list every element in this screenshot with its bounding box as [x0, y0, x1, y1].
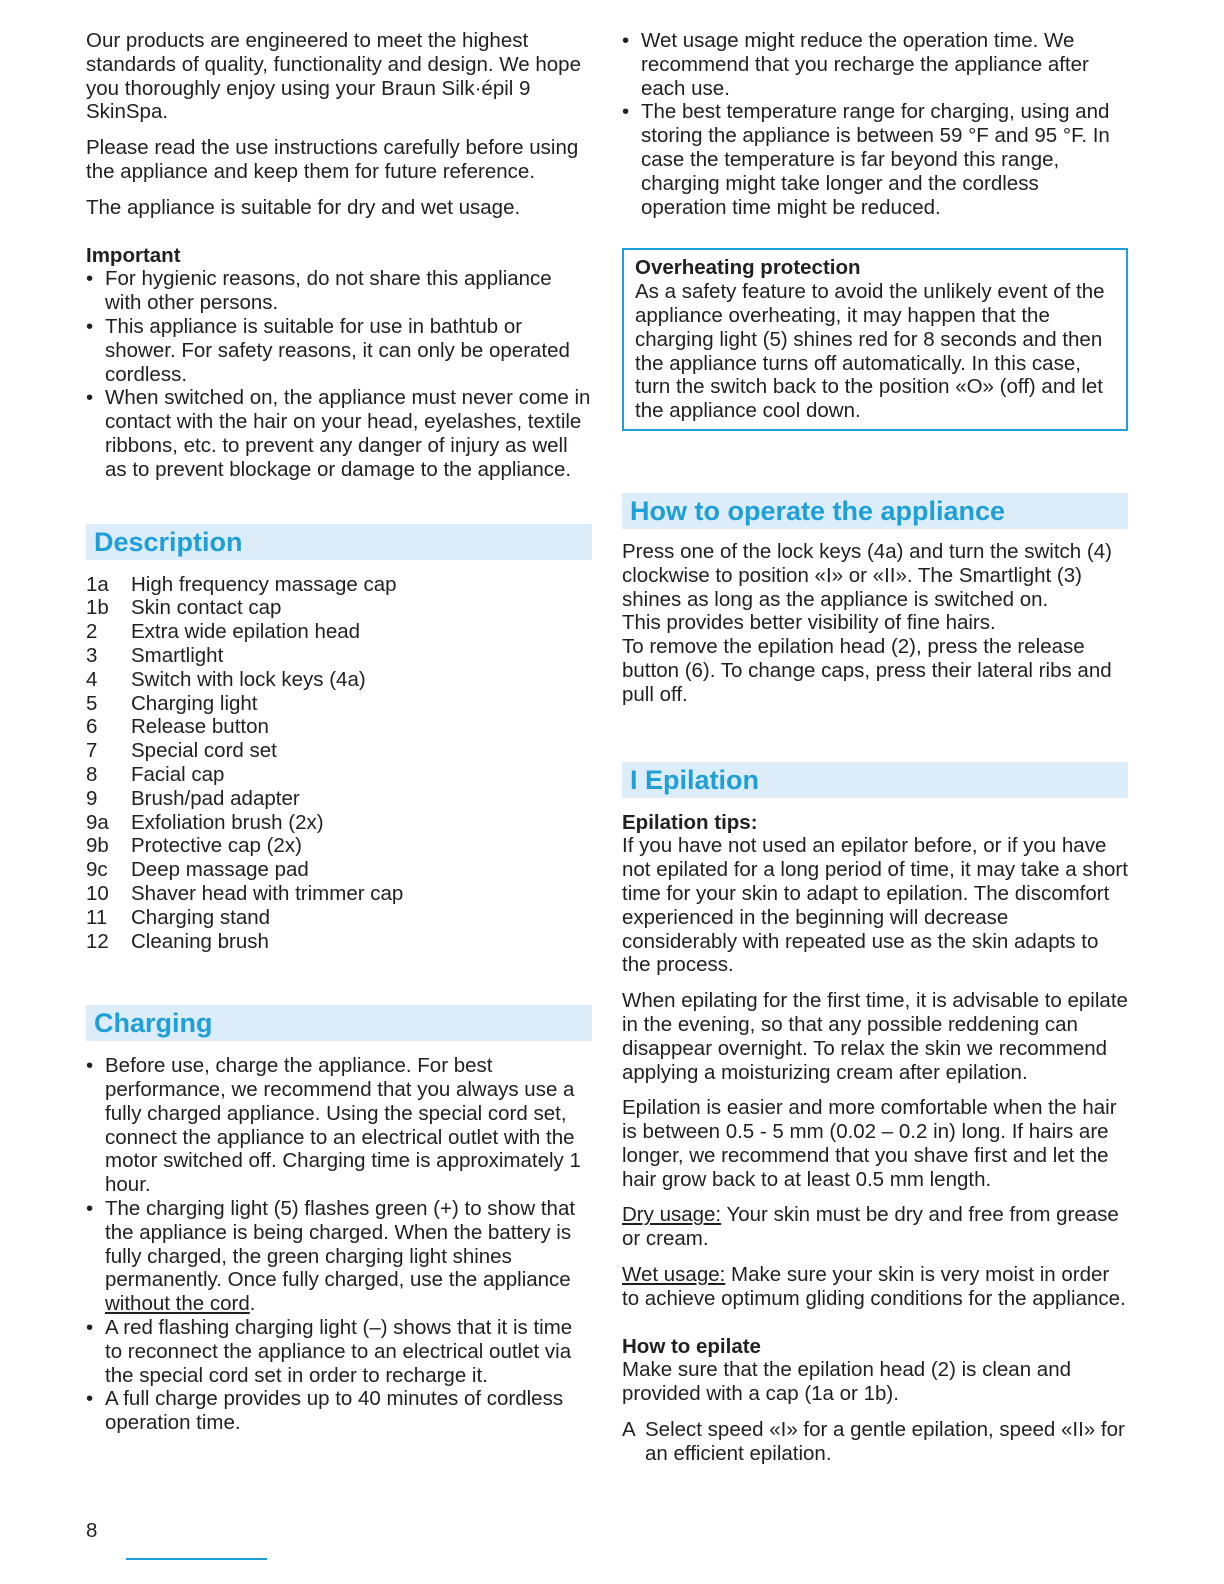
charging-heading: Charging	[86, 1005, 592, 1041]
charging-item: • The best temperature range for charging, using and storing the appliance is between 59 °F and 95 °F. In case the temperature is far beyond this range, charging might take longer and the cordless operation time might be reduced.	[622, 100, 1128, 219]
first-time-text: When epilating for the first time, it is advisable to epilate in the evening, so that any possible reddening can disappear overnight. To relax the skin we recommend applying a moisturizing cream after epilation.	[622, 989, 1128, 1084]
item-text: Skin contact cap	[131, 596, 282, 620]
item-number: 1a	[86, 572, 109, 596]
wet-usage-body: Make sure your skin is very moist in order to achieve optimum gliding conditions for the appliance.	[622, 1263, 1126, 1310]
list-item	[86, 763, 592, 787]
item-number: 2	[86, 620, 98, 644]
item-text: Extra wide epilation head	[131, 620, 361, 644]
list-item	[86, 858, 592, 882]
item-text: High frequency massage cap	[131, 572, 397, 596]
item-text: Special cord set	[131, 739, 277, 763]
item-text: Charging stand	[131, 905, 271, 929]
description-list	[86, 573, 592, 954]
list-item	[86, 668, 592, 692]
item-number: 5	[86, 691, 98, 715]
wet-usage-text	[622, 1263, 1128, 1311]
item-text: Shaver head with trimmer cap	[131, 881, 404, 905]
item-text: Release button	[131, 715, 269, 739]
intro-paragraph-3: The appliance is suitable for dry and wet usage.	[86, 195, 521, 219]
item-number: 6	[86, 715, 98, 739]
item-number: 8	[86, 762, 98, 786]
item-number: 12	[86, 929, 109, 953]
important-title: Important	[86, 243, 181, 267]
how-to-epilate-title: How to epilate	[622, 1334, 761, 1358]
item-number: 10	[86, 881, 109, 905]
list-item	[86, 596, 592, 620]
overheating-title: Overheating protection	[635, 256, 861, 280]
item-number: 7	[86, 739, 98, 763]
item-text: Protective cap (2x)	[131, 834, 302, 858]
item-text: Charging light	[131, 691, 258, 715]
item-number: 9a	[86, 810, 109, 834]
footer-rule	[126, 1558, 267, 1560]
epilation-tips-text: If you have not used an epilator before, or if you have not epilated for a long period of time, it may take a short time for your skin to adapt to epilation. The discomfort experienced in the beginning will decrease considerably with repeated use as the skin adapts to the process.	[622, 834, 1128, 977]
step-a	[622, 1418, 1128, 1466]
intro-paragraph-1: Our products are engineered to meet the highest standards of quality, functionality and design. We hope you thoroughly enjoy using your Braun Silk·épil 9 SkinSpa.	[86, 29, 581, 124]
charging-item	[86, 1197, 592, 1316]
charging-item: • Wet usage might reduce the operation time. We recommend that you recharge the appliance after each use.	[622, 29, 1128, 100]
list-item	[86, 644, 592, 668]
list-item	[86, 787, 592, 811]
list-item	[86, 811, 592, 835]
item-text: Smartlight	[131, 643, 224, 667]
list-item	[86, 715, 592, 739]
operate-heading: How to operate the appliance	[622, 493, 1128, 529]
intro-paragraph-2: Please read the use instructions carefully before using the appliance and keep them for future reference.	[86, 136, 579, 183]
wet-usage-label: Wet usage:	[622, 1263, 726, 1287]
charging-item: • A red flashing charging light (–) shows that it is time to reconnect the appliance to an electrical outlet via the special cord set in order to recharge it.	[86, 1316, 592, 1387]
item-number: 11	[86, 905, 108, 929]
description-heading: Description	[86, 524, 592, 560]
overheating-text: As a safety feature to avoid the unlikely event of the appliance overheating, it may happen that the charging light (5) shines red for 8 seconds and then the appliance turns off automatically. In this case, turn the switch back to the position «O» (off) and let the appliance cool down.	[635, 280, 1105, 423]
item-text: Brush/pad adapter	[131, 786, 300, 810]
list-item	[86, 620, 592, 644]
important-item: • For hygienic reasons, do not share this appliance with other persons.	[86, 267, 592, 315]
item-number: 1b	[86, 596, 109, 620]
item-text: Switch with lock keys (4a)	[131, 667, 366, 691]
overheating-box	[622, 248, 1128, 431]
important-list	[86, 267, 592, 481]
charging-continued-list	[622, 29, 1128, 219]
list-item	[86, 834, 592, 858]
item-text: Facial cap	[131, 762, 225, 786]
dry-usage-body: Your skin must be dry and free from grease or cream.	[622, 1203, 1119, 1251]
item-text: Exfoliation brush (2x)	[131, 810, 324, 834]
operate-text-2: This provides better visibility of fine hairs.	[622, 611, 996, 635]
step-text: Select speed «I» for a gentle epilation, speed «II» for an efficient epilation.	[645, 1418, 1125, 1465]
right-column	[622, 29, 1128, 1466]
page-number: 8	[86, 1519, 98, 1542]
how-to-epilate-text: Make sure that the epilation head (2) is clean and provided with a cap (1a or 1b).	[622, 1358, 1071, 1406]
step-label: A	[622, 1418, 636, 1442]
list-item	[86, 692, 592, 716]
item-text: Cleaning brush	[131, 929, 269, 953]
charging-list	[86, 1054, 592, 1435]
list-item	[86, 739, 592, 763]
charging-item: • Before use, charge the appliance. For best performance, we recommend that you always use a fully charged appliance. Using the special cord set, connect the appliance to an electrical outlet with the motor switched off. Charging time is approximately 1 hour.	[86, 1054, 592, 1197]
operate-text-1: Press one of the lock keys (4a) and turn the switch (4) clockwise to position «I» or «II». The Smartlight (3) shines as long as the appliance is switched on.	[622, 539, 1112, 611]
charging-item: • A full charge provides up to 40 minutes of cordless operation time.	[86, 1387, 592, 1435]
item-number: 9b	[86, 834, 109, 858]
item-number: 9	[86, 786, 98, 810]
item-text: Deep massage pad	[131, 858, 309, 882]
list-item	[86, 930, 592, 954]
dry-usage-label: Dry usage:	[622, 1203, 722, 1227]
list-item	[86, 906, 592, 930]
dry-usage-text	[622, 1203, 1128, 1251]
without-cord-text: without the cord	[105, 1292, 250, 1316]
left-column	[86, 29, 592, 1435]
operate-text-3: To remove the epilation head (2), press the release button (6). To change caps, press their lateral ribs and pull off.	[622, 635, 1112, 706]
important-item: • When switched on, the appliance must never come in contact with the hair on your head, eyelashes, textile ribbons, etc. to prevent any danger of injury as well as to prevent blockage or damage to the appliance.	[86, 386, 592, 481]
item-number: 9c	[86, 858, 108, 882]
list-item	[86, 882, 592, 906]
list-item	[86, 573, 592, 597]
important-item: • This appliance is suitable for use in bathtub or shower. For safety reasons, it can only be operated cordless.	[86, 315, 592, 386]
charging-item-text: The charging light (5) flashes green (+) to show that the appliance is being charged. When the battery is fully charged, the green charging light shines permanently. Once fully charged, use the appliance	[105, 1197, 576, 1292]
item-number: 3	[86, 643, 98, 667]
item-number: 4	[86, 667, 98, 691]
charging-item-end: .	[249, 1292, 256, 1316]
epilation-tips-title: Epilation tips:	[622, 810, 758, 834]
epilation-heading: I Epilation	[622, 762, 1128, 798]
hair-length-text: Epilation is easier and more comfortable when the hair is between 0.5 - 5 mm (0.02 – 0.2 in) long. If hairs are longer, we recommend that you shave first and let the hair grow back to at least 0.5 mm length.	[622, 1096, 1117, 1191]
